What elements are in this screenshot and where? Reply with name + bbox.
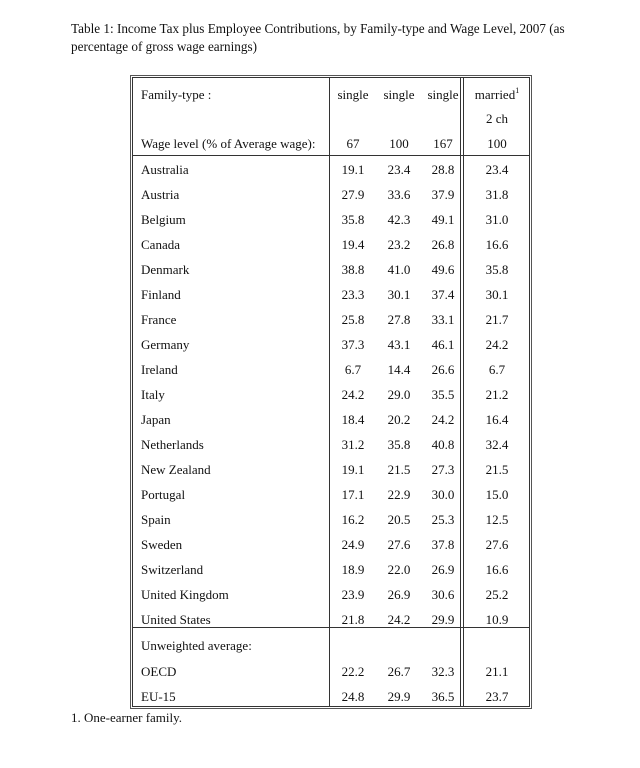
table-row-value: 33.1 [431,312,455,327]
table-row-value: 41.0 [387,262,411,277]
table-row-value: 22.0 [387,562,411,577]
table-row-value: 29.9 [431,612,455,627]
average-row-value: 32.3 [431,664,455,679]
table-row-value: 21.5 [485,462,509,477]
table-row-value: 46.1 [431,337,455,352]
table-row-value: 30.1 [387,287,411,302]
table-row-value: 24.2 [387,612,411,627]
table-row-value: 26.6 [431,362,455,377]
average-row-value: 29.9 [387,689,411,704]
table-row-value: 6.7 [488,362,506,377]
table-row-value: 19.1 [341,162,365,177]
table-row-value: 18.9 [341,562,365,577]
table-row-value: 32.4 [485,437,509,452]
table-row-value: 28.8 [431,162,455,177]
table-row-value: 29.0 [387,387,411,402]
table-row-label: Italy [141,387,165,402]
table-row-value: 49.1 [431,212,455,227]
header-divider [133,155,529,156]
table-row-value: 16.6 [485,562,509,577]
table-row-value: 12.5 [485,512,509,527]
table-row-value: 27.6 [387,537,411,552]
table-row-value: 21.8 [341,612,365,627]
table-row-value: 16.6 [485,237,509,252]
table-row-value: 26.9 [431,562,455,577]
table-row-label: Finland [141,287,181,302]
footnote-marker: 1 [515,86,520,95]
table-row-value: 30.6 [431,587,455,602]
column-wage-level: 67 [346,136,360,151]
table-row-value: 21.5 [387,462,411,477]
footnote: 1. One-earner family. [71,710,183,725]
family-type-label: Family-type : [141,87,212,102]
column-divider [329,78,330,706]
table-row-value: 18.4 [341,412,365,427]
table-row-value: 23.2 [387,237,411,252]
table-row-label: Sweden [141,537,183,552]
table-row-value: 31.8 [485,187,509,202]
table-row-value: 42.3 [387,212,411,227]
table-row-value: 30.0 [431,487,455,502]
table-row-value: 30.1 [485,287,509,302]
average-row-value: 26.7 [387,664,411,679]
table-row-value: 27.9 [341,187,365,202]
table-row-value: 31.2 [341,437,365,452]
column-family-type: single [337,87,369,102]
table-row-label: United States [141,612,211,627]
table-row-value: 20.5 [387,512,411,527]
average-row-value: 22.2 [341,664,365,679]
table-row-value: 23.4 [485,162,509,177]
table-row-value: 26.9 [387,587,411,602]
column-wage-level: 100 [389,136,409,151]
table-row-label: United Kingdom [141,587,229,602]
table-row-label: Japan [141,412,171,427]
table-row-value: 40.8 [431,437,455,452]
table-row-value: 37.3 [341,337,365,352]
table-row-value: 15.0 [485,487,509,502]
table-row-label: Belgium [141,212,186,227]
wage-level-label: Wage level (% of Average wage): [141,136,316,151]
table-row-value: 19.1 [341,462,365,477]
table-row-value: 49.6 [431,262,455,277]
table-row-value: 25.2 [485,587,509,602]
table-row-value: 38.8 [341,262,365,277]
table-row-label: Netherlands [141,437,204,452]
table-caption: Table 1: Income Tax plus Employee Contributions, by Family-type and Wage Level, 2007 (as percentage of gross wage earnings) [71,21,565,54]
table-row-value: 25.8 [341,312,365,327]
average-row-value: 23.7 [485,689,509,704]
table-row-value: 35.5 [431,387,455,402]
table-row-label: Germany [141,337,190,352]
table-row-value: 16.2 [341,512,365,527]
table-row-value: 27.6 [485,537,509,552]
table-row-label: Ireland [141,362,178,377]
average-row-value: 36.5 [431,689,455,704]
table-row-value: 24.2 [341,387,365,402]
table-row-value: 35.8 [341,212,365,227]
average-row-label: EU-15 [141,689,176,704]
table-row-label: Switzerland [141,562,204,577]
table-row-value: 25.3 [431,512,455,527]
table-row-value: 24.2 [431,412,455,427]
table-row-value: 23.3 [341,287,365,302]
table-row-value: 24.2 [485,337,509,352]
unweighted-average-label: Unweighted average: [141,638,252,653]
table-row-value: 35.8 [485,262,509,277]
table-row-value: 43.1 [387,337,411,352]
table-row-value: 23.9 [341,587,365,602]
table-row-value: 22.9 [387,487,411,502]
table-row-value: 16.4 [485,412,509,427]
column-family-type: single [427,87,459,102]
table-row-value: 24.9 [341,537,365,552]
table-row-value: 14.4 [387,362,411,377]
table-row-value: 31.0 [485,212,509,227]
column-family-type: single [383,87,415,102]
table-row-value: 37.4 [431,287,455,302]
column-family-type: married$^1$ [474,86,520,102]
table-row-label: Denmark [141,262,190,277]
table-row-label: France [141,312,177,327]
table-row-value: 33.6 [387,187,411,202]
table-row-label: Australia [141,162,189,177]
table-row-value: 19.4 [341,237,365,252]
table-row-value: 27.3 [431,462,455,477]
table-row-value: 37.8 [431,537,455,552]
table-row-label: New Zealand [141,462,211,477]
average-row-value: 21.1 [485,664,509,679]
table-row-value: 21.7 [485,312,509,327]
column-family-subtype: 2 ch [485,111,509,126]
column-wage-level: 167 [433,136,453,151]
table-row-label: Portugal [141,487,186,502]
table-row-label: Austria [141,187,180,202]
table-row-value: 17.1 [341,487,365,502]
table-row-value: 23.4 [387,162,411,177]
tax-table [132,77,530,707]
table-row-value: 26.8 [431,237,455,252]
average-row-value: 24.8 [341,689,365,704]
table-row-value: 27.8 [387,312,411,327]
table-row-value: 35.8 [387,437,411,452]
table-row-value: 21.2 [485,387,509,402]
table-row-label: Spain [141,512,171,527]
table-row-value: 20.2 [387,412,411,427]
table-row-value: 37.9 [431,187,455,202]
table-row-label: Canada [141,237,180,252]
table-row-value: 10.9 [485,612,509,627]
column-wage-level: 100 [487,136,507,151]
table-row-value: 6.7 [344,362,362,377]
average-row-label: OECD [141,664,177,679]
